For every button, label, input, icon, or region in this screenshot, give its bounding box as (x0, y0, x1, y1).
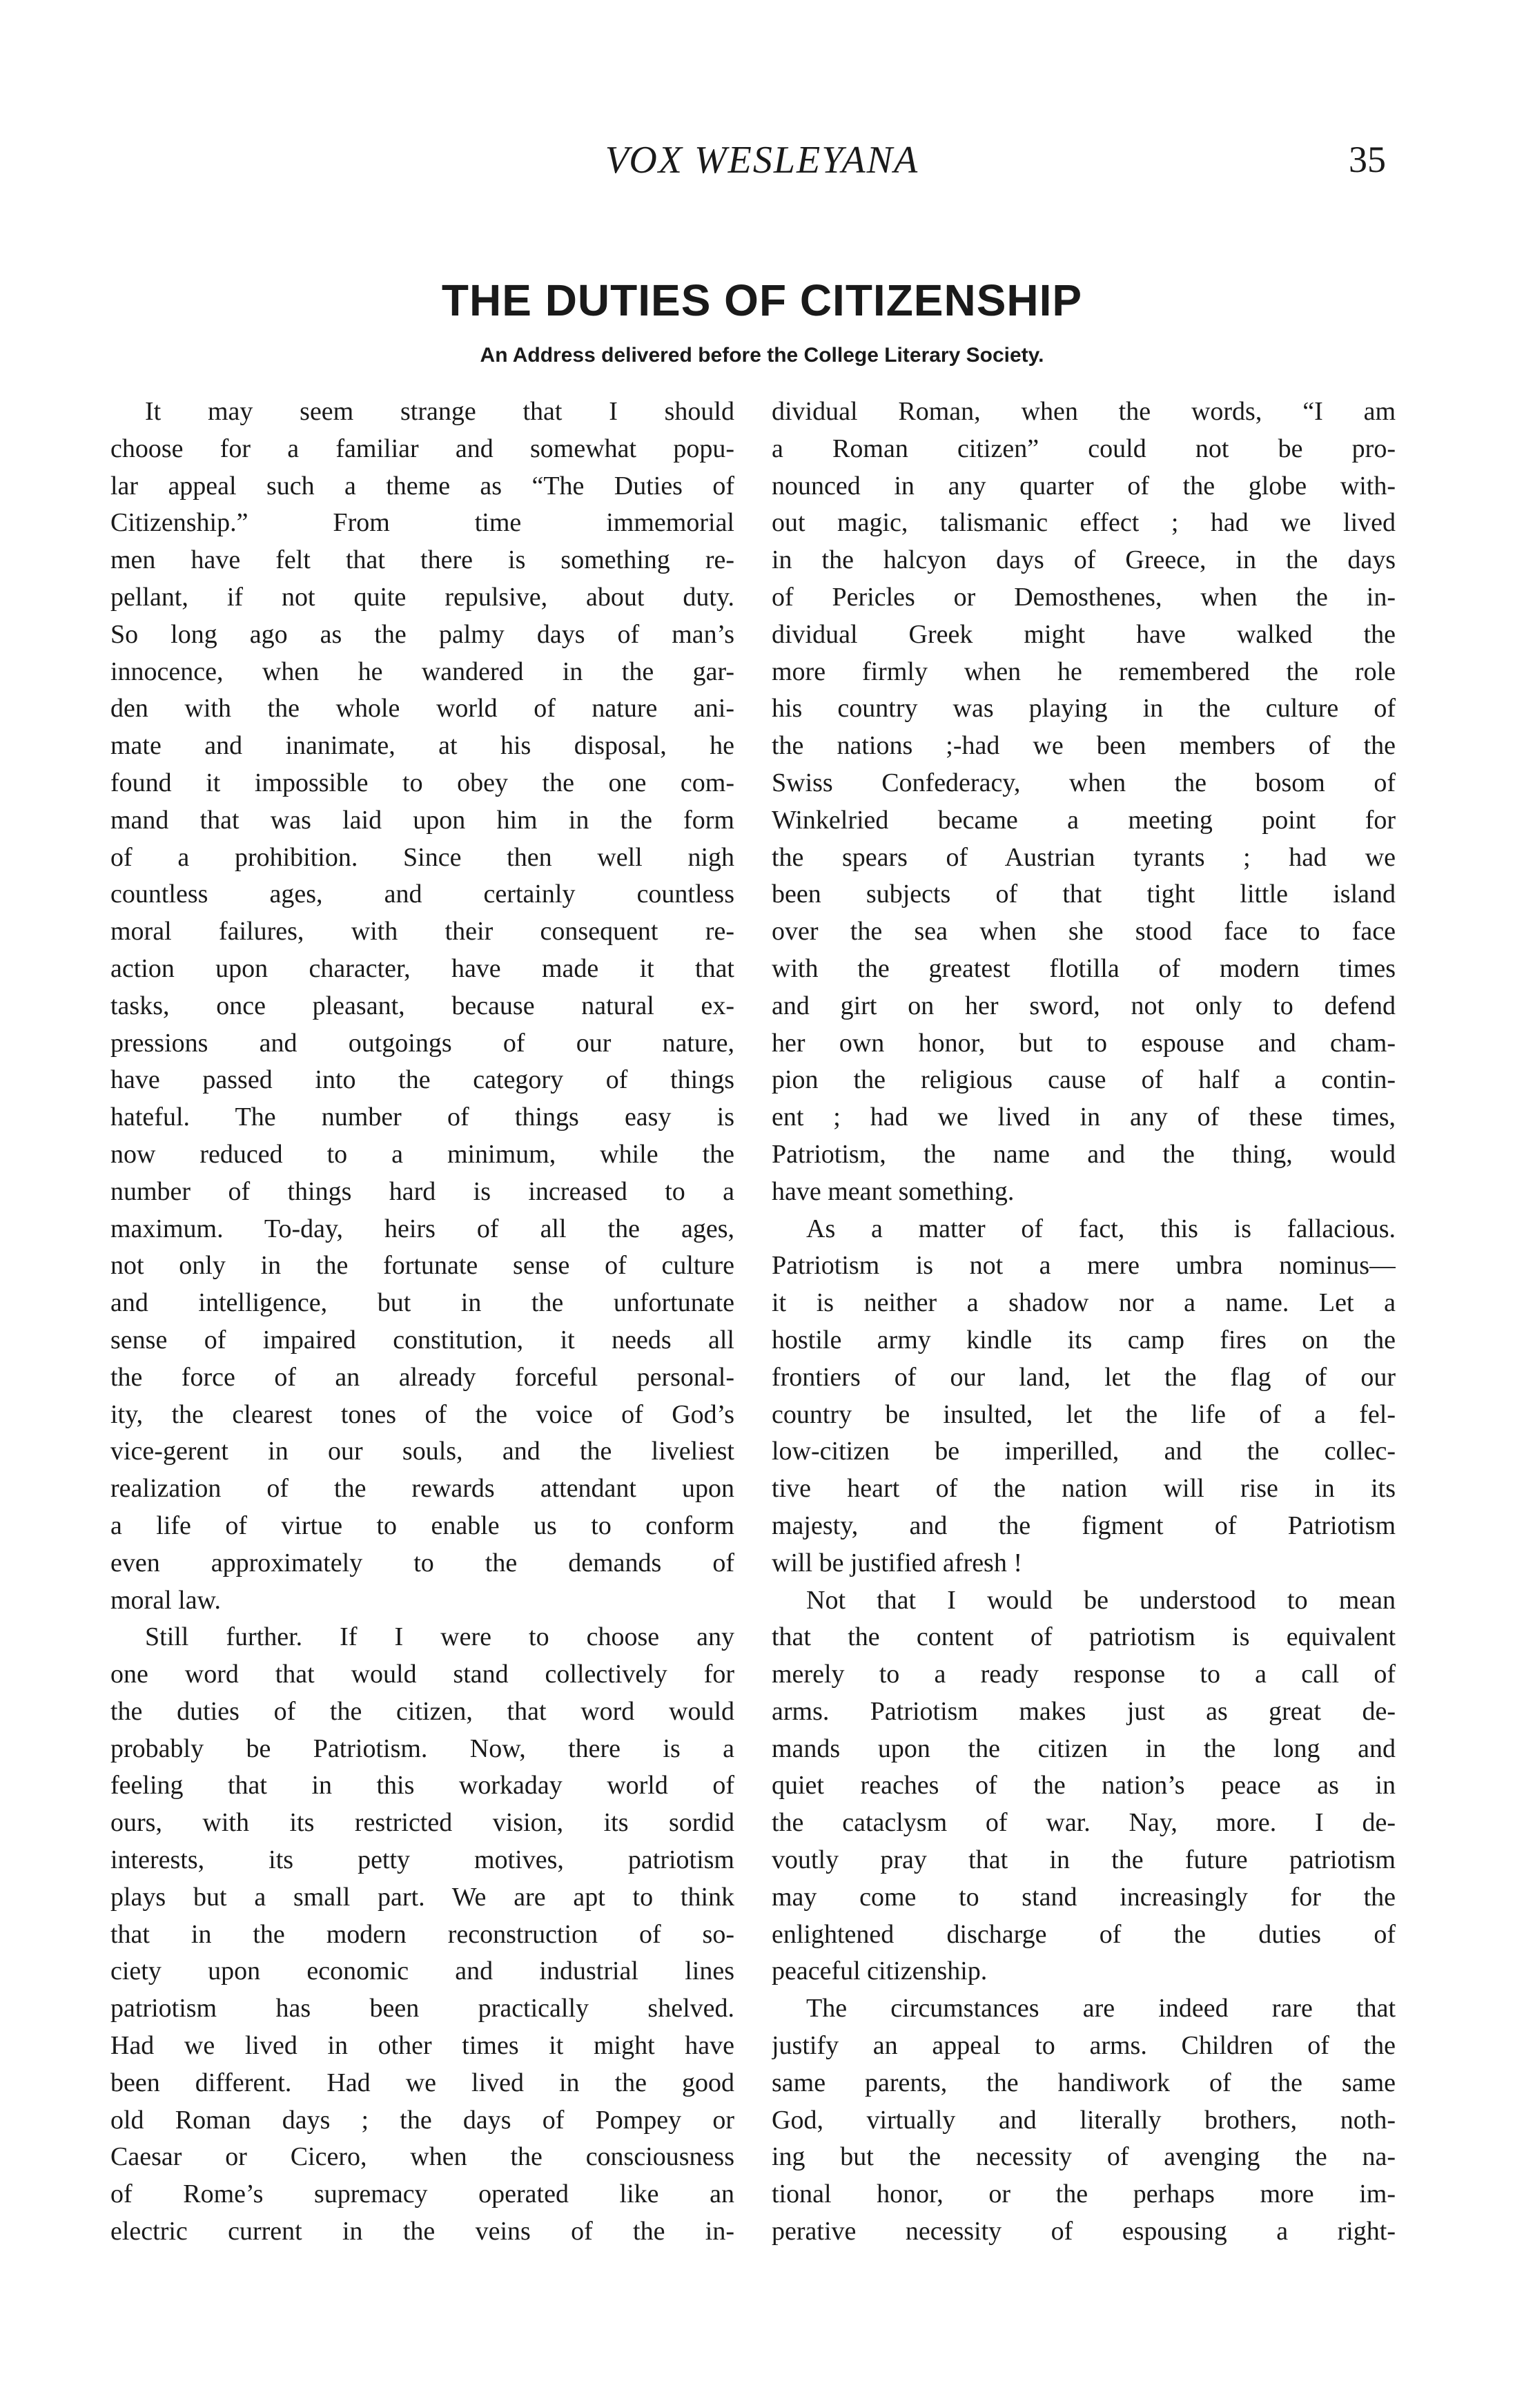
text-line: the spears of Austrian tyrants ; had we (772, 842, 1396, 872)
text-line: found it impossible to obey the one com- (110, 768, 734, 797)
text-line: Swiss Confederacy, when the bosom of (772, 768, 1396, 797)
text-line: realization of the rewards attendant upon (110, 1474, 734, 1504)
text-line: justify an appeal to arms. Children of the (772, 2031, 1396, 2061)
text-line: Caesar or Cicero, when the consciousness (110, 2142, 734, 2172)
text-line: a Roman citizen” could not be pro- (772, 434, 1396, 463)
text-line: pion the religious cause of half a contin- (772, 1065, 1396, 1095)
text-line: innocence, when he wandered in the gar- (110, 657, 734, 686)
text-line: have meant something. (772, 1176, 1015, 1206)
text-line: will be justified afresh ! (772, 1548, 1023, 1577)
text-line: hostile army kindle its camp fires on the (772, 1325, 1396, 1354)
text-line: Not that I would be understood to mean (806, 1585, 1396, 1615)
text-line: interests, its petty motives, patriotism (110, 1845, 734, 1875)
text-line: Patriotism is not a mere umbra nominus— (772, 1251, 1396, 1281)
text-line: God, virtually and literally brothers, noth- (772, 2105, 1396, 2135)
text-line: Citizenship.” From time immemorial (110, 508, 734, 538)
text-line: Still further. If I were to choose any (145, 1622, 734, 1652)
text-line: nounced in any quarter of the globe with- (772, 471, 1396, 501)
text-line: and girt on her sword, not only to defend (772, 991, 1396, 1020)
text-line: choose for a familiar and somewhat popu- (110, 434, 734, 463)
text-line: the duties of the citizen, that word would (110, 1696, 734, 1726)
text-line: with the greatest flotilla of modern times (772, 953, 1396, 983)
text-line: now reduced to a minimum, while the (110, 1139, 734, 1169)
text-line: voutly pray that in the future patriotism (772, 1845, 1396, 1875)
text-line: As a matter of fact, this is fallacious. (806, 1214, 1396, 1243)
text-line: country be insulted, let the life of a fel- (772, 1399, 1396, 1429)
text-line: moral failures, with their consequent re- (110, 917, 734, 946)
text-line: and intelligence, but in the unfortunate (110, 1288, 734, 1318)
text-line: dividual Greek might have walked the (772, 619, 1396, 649)
text-line: patriotism has been practically shelved. (110, 1994, 734, 2023)
text-line: enlightened discharge of the duties of (772, 1919, 1396, 1949)
page-number: 35 (1349, 139, 1386, 180)
text-line: one word that would stand collectively for (110, 1660, 734, 1689)
journal-title: VOX WESLEYANA (605, 139, 919, 182)
text-line: over the sea when she stood face to face (772, 917, 1396, 946)
text-line: ours, with its restricted vision, its sordid (110, 1808, 734, 1838)
text-line: vice-gerent in our souls, and the liveliest (110, 1437, 734, 1466)
text-line: merely to a ready response to a call of (772, 1660, 1396, 1689)
text-line: maximum. To-day, heirs of all the ages, (110, 1214, 734, 1243)
text-line: even approximately to the demands of (110, 1548, 734, 1577)
text-line: ing but the necessity of avenging the na- (772, 2142, 1396, 2172)
text-line: the force of an already forceful personal- (110, 1362, 734, 1392)
text-line: tive heart of the nation will rise in its (772, 1474, 1396, 1504)
text-line: the nations ;-had we been members of the (772, 731, 1396, 761)
text-line: it is neither a shadow nor a name. Let a (772, 1288, 1396, 1318)
text-line: countless ages, and certainly countless (110, 880, 734, 909)
text-line: action upon character, have made it that (110, 953, 734, 983)
text-line: of Rome’s supremacy operated like an (110, 2179, 734, 2209)
text-line: arms. Patriotism makes just as great de- (772, 1696, 1396, 1726)
text-line: pressions and outgoings of our nature, (110, 1028, 734, 1058)
text-line: low-citizen be imperilled, and the collec- (772, 1437, 1396, 1466)
text-line: same parents, the handiwork of the same (772, 2068, 1396, 2097)
text-line: ciety upon economic and industrial lines (110, 1956, 734, 1986)
article-title: THE DUTIES OF CITIZENSHIP (441, 275, 1083, 325)
text-line: more firmly when he remembered the role (772, 657, 1396, 686)
text-line: mate and inanimate, at his disposal, he (110, 731, 734, 761)
text-line: in the halcyon days of Greece, in the days (772, 545, 1396, 575)
text-line: perative necessity of espousing a right- (772, 2217, 1396, 2246)
text-line: Patriotism, the name and the thing, would (772, 1139, 1396, 1169)
text-line: lar appeal such a theme as “The Duties of (110, 471, 734, 501)
text-line: mand that was laid upon him in the form (110, 805, 734, 835)
text-line: frontiers of our land, let the flag of our (772, 1362, 1396, 1392)
text-line: have passed into the category of things (110, 1065, 734, 1095)
text-line: ity, the clearest tones of the voice of God’s (110, 1399, 734, 1429)
left-column (110, 394, 734, 2251)
text-line: plays but a small part. We are apt to think (110, 1882, 734, 1912)
text-line: may come to stand increasingly for the (772, 1882, 1396, 1912)
text-line: Winkelried became a meeting point for (772, 805, 1396, 835)
running-head (0, 138, 1524, 193)
text-line: feeling that in this workaday world of (110, 1771, 734, 1800)
text-line: mands upon the citizen in the long and (772, 1734, 1396, 1763)
text-line: quiet reaches of the nation’s peace as in (772, 1771, 1396, 1800)
text-line: tional honor, or the perhaps more im- (772, 2179, 1396, 2209)
text-line: that the content of patriotism is equivalent (772, 1622, 1396, 1652)
text-line: The circumstances are indeed rare that (806, 1994, 1396, 2023)
text-line: probably be Patriotism. Now, there is a (110, 1734, 734, 1763)
text-line: of Pericles or Demosthenes, when the in- (772, 582, 1396, 612)
text-line: out magic, talismanic effect ; had we lived (772, 508, 1396, 538)
text-line: been different. Had we lived in the good (110, 2068, 734, 2097)
text-line: dividual Roman, when the words, “I am (772, 397, 1396, 426)
text-line: a life of virtue to enable us to conform (110, 1511, 734, 1540)
right-column (772, 394, 1396, 2251)
text-line: been subjects of that tight little island (772, 880, 1396, 909)
text-line: Had we lived in other times it might have (110, 2031, 734, 2061)
text-line: old Roman days ; the days of Pompey or (110, 2105, 734, 2135)
text-line: sense of impaired constitution, it needs all (110, 1325, 734, 1354)
text-line: his country was playing in the culture of (772, 694, 1396, 724)
text-line: majesty, and the figment of Patriotism (772, 1511, 1396, 1540)
text-line: the cataclysm of war. Nay, more. I de- (772, 1808, 1396, 1838)
text-line: hateful. The number of things easy is (110, 1103, 734, 1132)
text-line: moral law. (110, 1585, 222, 1615)
text-line: den with the whole world of nature ani- (110, 694, 734, 724)
text-line: electric current in the veins of the in- (110, 2217, 734, 2246)
text-line: men have felt that there is something re- (110, 545, 734, 575)
text-line: ent ; had we lived in any of these times, (772, 1103, 1396, 1132)
text-line: tasks, once pleasant, because natural ex- (110, 991, 734, 1020)
text-line: It may seem strange that I should (145, 397, 734, 426)
text-line: pellant, if not quite repulsive, about duty. (110, 582, 734, 612)
text-line: that in the modern reconstruction of so- (110, 1919, 734, 1949)
text-line: So long ago as the palmy days of man’s (110, 619, 734, 649)
text-line: of a prohibition. Since then well nigh (110, 842, 734, 872)
text-line: not only in the fortunate sense of culture (110, 1251, 734, 1281)
article-subtitle: An Address delivered before the College Literary Society. (480, 344, 1044, 367)
text-line: number of things hard is increased to a (110, 1176, 734, 1206)
text-line: her own honor, but to espouse and cham- (772, 1028, 1396, 1058)
text-line: peaceful citizenship. (772, 1956, 988, 1986)
